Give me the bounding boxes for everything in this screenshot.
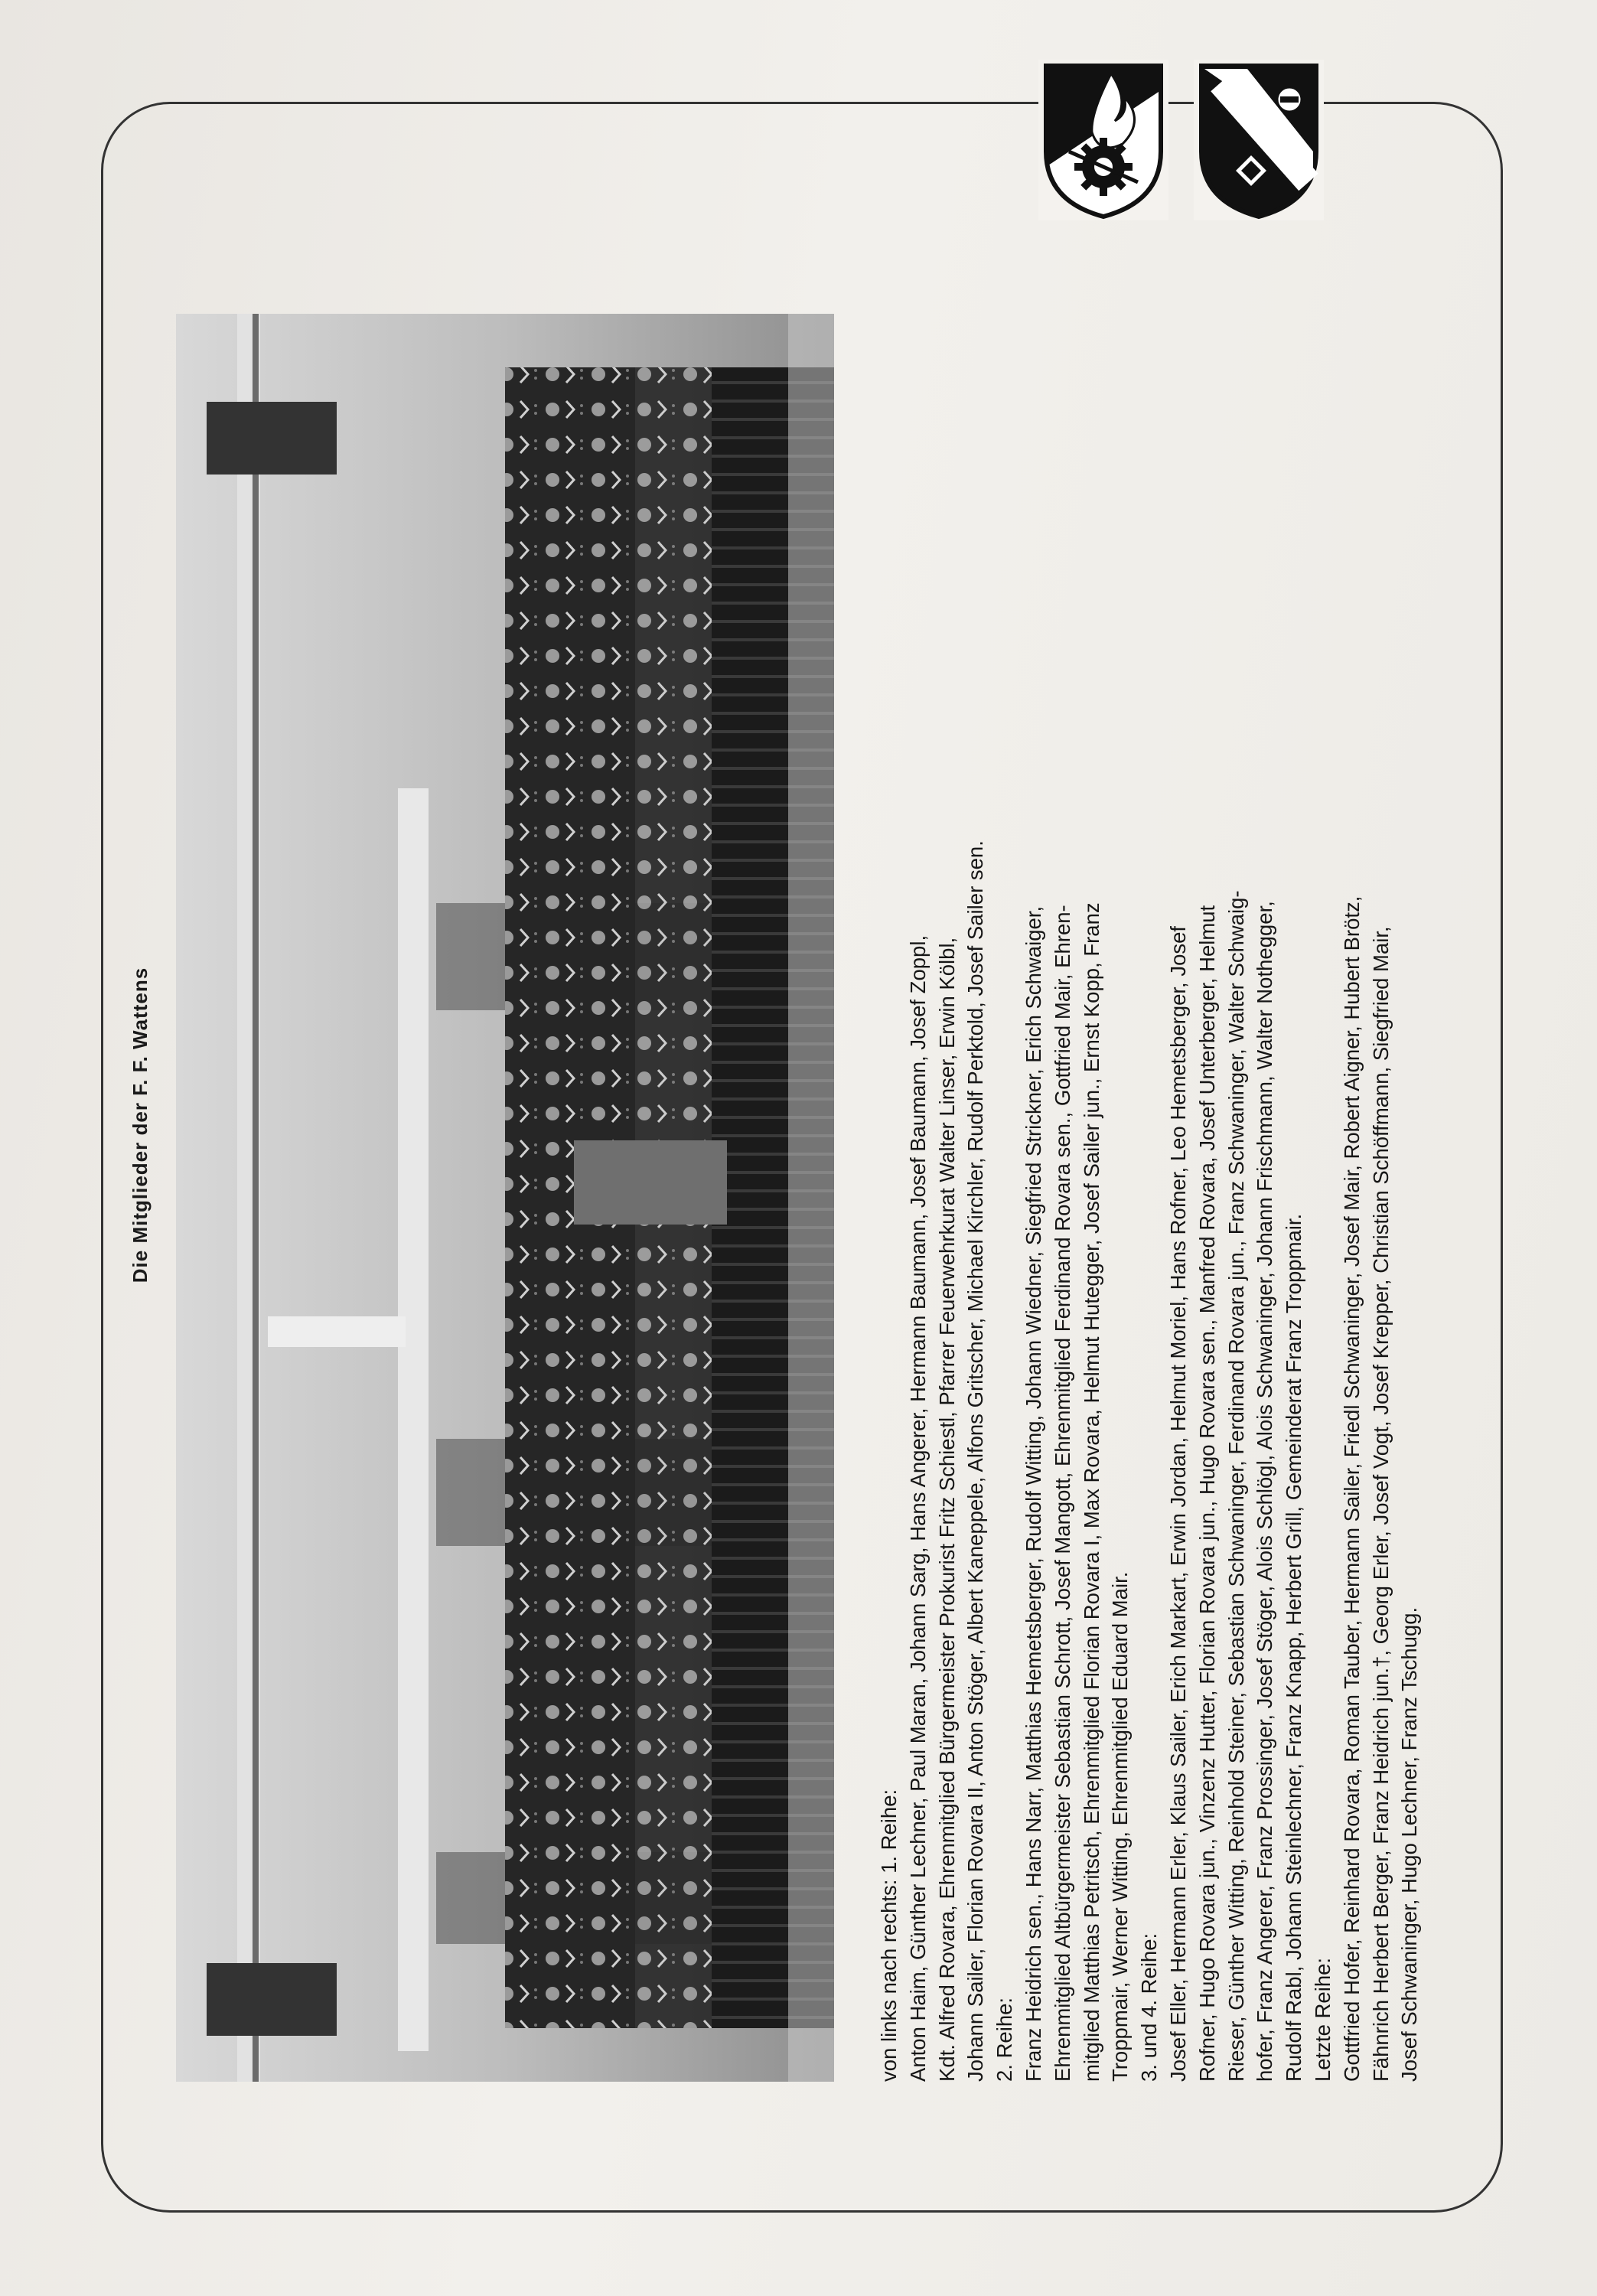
- caption-line: Fähnrich Herbert Berger, Franz Heidrich jun.†, Georg Erler, Josef Vogt, Josef Krepper, Christian Schöffmann, Siegfried Mair,: [1368, 926, 1393, 2082]
- caption-line: 2. Reihe:: [992, 1997, 1017, 2082]
- caption-line: Rofner, Hugo Rovara jun., Vinzenz Hutter, Florian Rovara jun., Hugo Rovara sen., Manfred Rovara, Josef Unterberger, Helmut: [1194, 905, 1219, 2082]
- caption-line: Rieser, Günther Witting, Reinhold Steiner, Sebastian Schwaninger, Ferdinand Rovara jun., Franz Schwaninger, Walter Schwaig-: [1224, 890, 1248, 2082]
- caption-line: Josef Schwaninger, Hugo Lechner, Franz Tschugg.: [1397, 1606, 1422, 2082]
- caption-line: von links nach rechts: 1. Reihe:: [877, 1789, 901, 2082]
- caption-line: hofer, Franz Angerer, Franz Prossinger, Josef Stöger, Alois Schlögl, Alois Schwaninger, Johann Frischmann, Walter Nothegger,: [1253, 901, 1277, 2082]
- caption-line: Kdt. Alfred Rovara, Ehrenmitglied Bürgermeister Prokurist Fritz Schiestl, Pfarrer Feuerwehrkurat Walter Linser, Erwin Kölbl,: [934, 937, 959, 2082]
- caption-line: Josef Eller, Hermann Erler, Klaus Sailer, Erich Markart, Erwin Jordan, Helmut Moriel, Hans Rofner, Leo Hemetsberger, Josef: [1165, 925, 1190, 2082]
- caption-line: Rudolf Rabl, Johann Steinlechner, Franz Knapp, Herbert Grill, Gemeinderat Franz Troppmair.: [1282, 1213, 1306, 2082]
- caption-line: Anton Haim, Günther Lechner, Paul Maran, Johann Sarg, Hans Angerer, Hermann Baumann, Josef Baumann, Josef Zoppl,: [905, 934, 930, 2082]
- group-photo: [176, 314, 834, 2082]
- caption-line: Ehrenmitglied Altbürgermeister Sebastian Schrott, Josef Mangott, Ehrenmitglied Ferdinand Rovara sen., Gottfried Mair, Ehren-: [1050, 905, 1074, 2082]
- caption-line: Gottfried Hofer, Reinhard Rovara, Roman Tauber, Hermann Sailer, Friedl Schwaninger, Josef Mair, Robert Aigner, Hubert Brötz,: [1339, 895, 1364, 2082]
- caption-line: Troppmair, Werner Witting, Ehrenmitglied Eduard Mair.: [1108, 1571, 1133, 2082]
- caption-line: 3. und 4. Reihe:: [1137, 1932, 1162, 2082]
- caption-line: Johann Sailer, Florian Rovara II, Anton Stöger, Albert Kaneppele, Alfons Gritscher, Michael Kirchler, Rudolf Perktold, Josef Sailer sen.: [963, 840, 988, 2082]
- member-caption: [875, 260, 1424, 2082]
- caption-line: Franz Heidrich sen., Hans Narr, Matthias Hemetsberger, Rudolf Witting, Johann Wiedner, Siegfried Strickner, Erich Schwaiger,: [1021, 905, 1045, 2082]
- page-title: Die Mitglieder der F. F. Wattens: [129, 967, 152, 1283]
- rotated-page-content: [129, 153, 1445, 2135]
- caption-line: Letzte Reihe:: [1310, 1957, 1335, 2082]
- caption-line: mitglied Matthias Petritsch, Ehrenmitglied Florian Rovara I, Max Rovara, Helmut Hutegger, Josef Sailer jun., Ernst Kopp, Franz: [1079, 902, 1103, 2082]
